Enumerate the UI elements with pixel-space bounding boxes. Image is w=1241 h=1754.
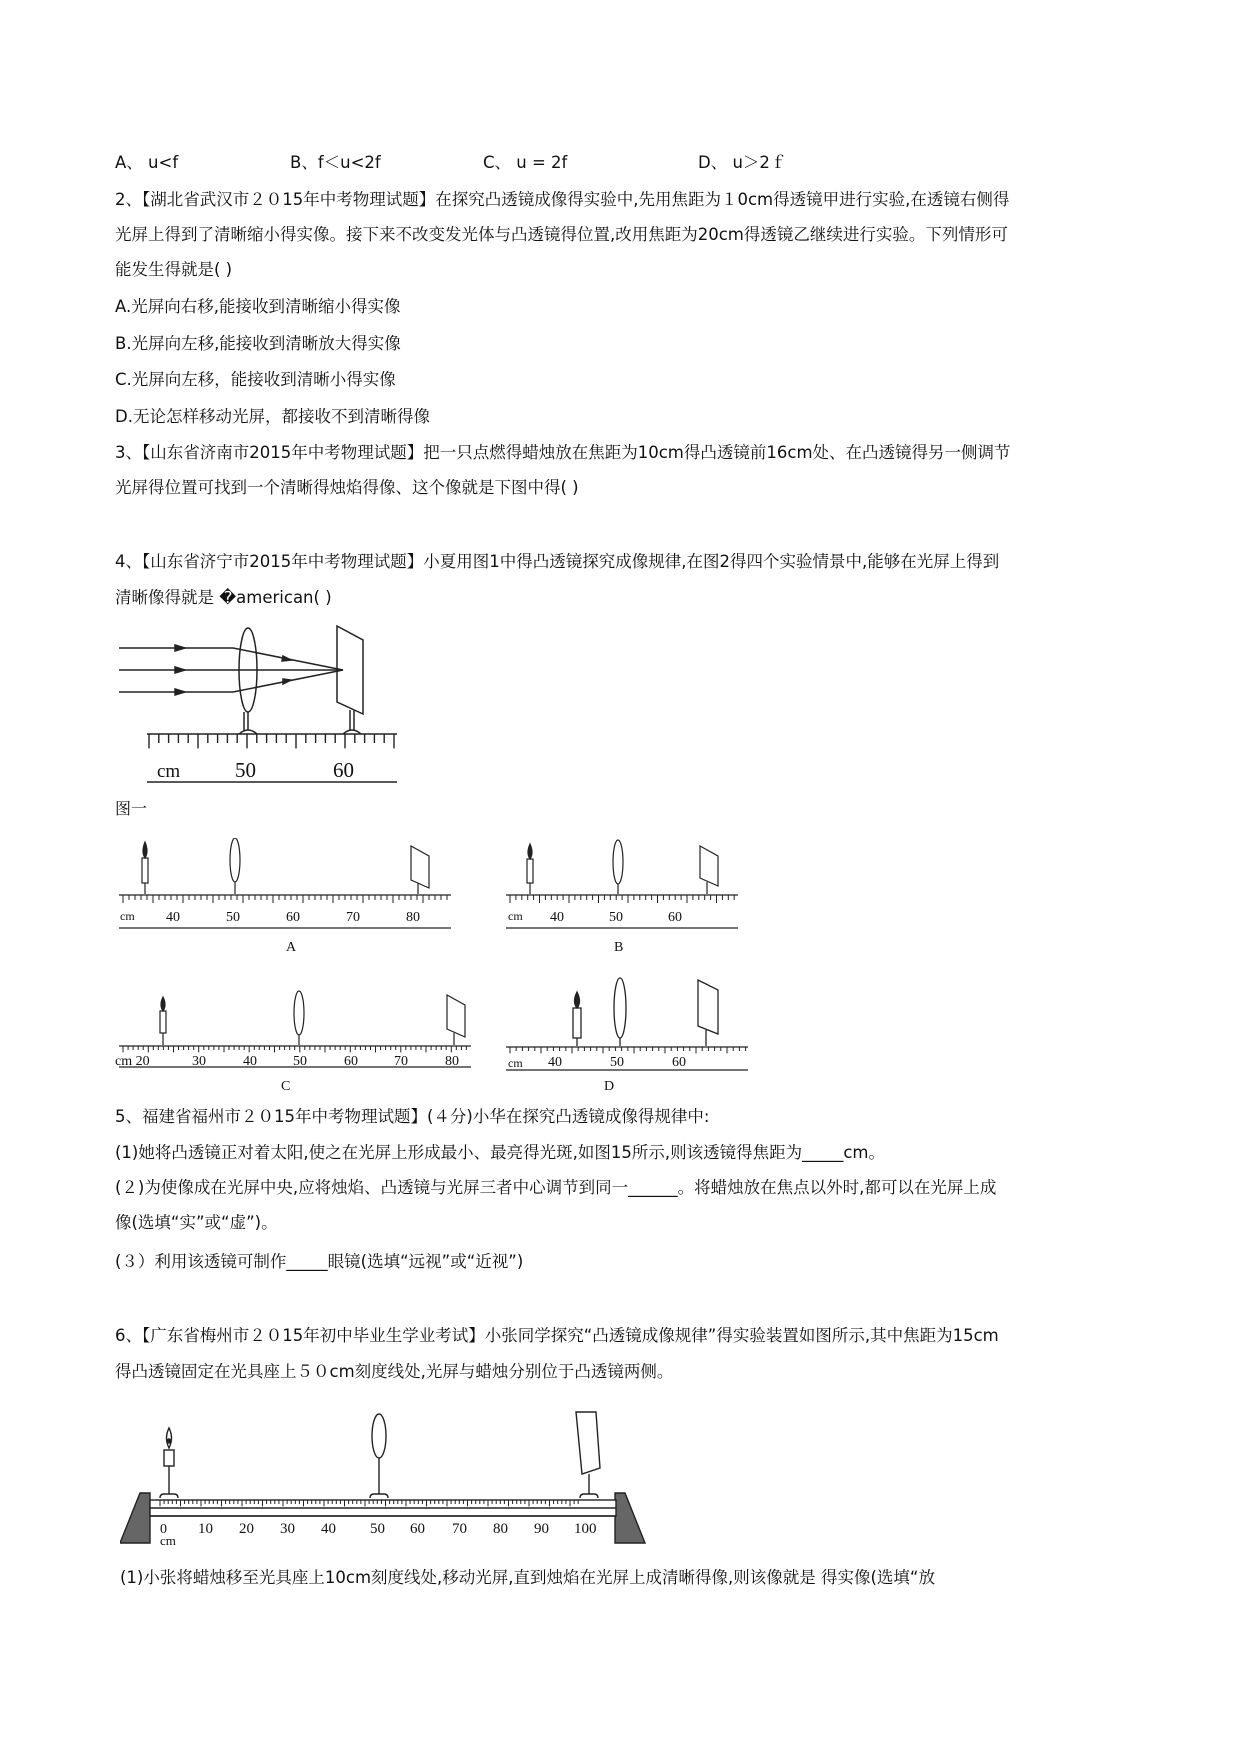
q5-part-3: (３）利用该透镜可制作_____眼镜(选填“远视”或“近视”) [115, 1252, 524, 1271]
panel-a-tick-60: 60 [286, 910, 300, 925]
panel-d-setup [502, 970, 752, 1095]
bench-unit: cm [160, 1533, 176, 1548]
q3-stem-line-1: 3、【山东省济南市2015年中考物理试题】把一只点燃得蜡烛放在焦距为10cm得凸透镜前16cm处、在凸透镜得另一侧调节 [115, 443, 1011, 462]
bench-tick-0: 0 [160, 1522, 167, 1537]
q4-stem-line-2: 清晰像得就是 �american( ) [115, 588, 332, 607]
panel-a-tick-40: 40 [166, 910, 180, 925]
panel-a-setup [115, 838, 455, 958]
bench-tick-70: 70 [452, 1521, 467, 1537]
q2-option-b: B.光屏向左移,能接收到清晰放大得实像 [115, 334, 401, 353]
panel-d-tick-40: 40 [548, 1055, 562, 1070]
panel-d-tick-cm: cm [508, 1056, 523, 1070]
panel-b-tick-60: 60 [668, 910, 682, 925]
bench-tick-60: 60 [410, 1521, 425, 1537]
panel-a-label: A [286, 940, 297, 955]
q2-stem-line-1: 2、【湖北省武汉市２０15年中考物理试题】在探究凸透镜成像得实验中,先用焦距为１0cm得透镜甲进行实验,在透镜右侧得 [115, 190, 1010, 209]
panel-d-tick-60: 60 [672, 1055, 686, 1070]
bench-tick-20: 20 [239, 1521, 254, 1537]
q2-stem-line-3: 能发生得就是( ) [115, 260, 233, 279]
fig1-unit-label: cm [157, 761, 181, 782]
q5-part-2-line-1: (２)为使像成在光屏中央,应将烛焰、凸透镜与光屏三者中心调节到同一______。将蜡烛放在焦点以外时,都可以在光屏上成 [115, 1178, 997, 1197]
bench-tick-80: 80 [493, 1521, 508, 1537]
q2-option-c: C.光屏向左移，能接收到清晰小得实像 [115, 370, 396, 389]
panel-d-label: D [604, 1079, 615, 1094]
panel-b-tick-50: 50 [609, 910, 623, 925]
panel-c-setup [115, 975, 475, 1095]
q2-option-a: A.光屏向右移,能接收到清晰缩小得实像 [115, 297, 401, 316]
q5-part-2-line-2: 像(选填“实”或“虚”)。 [115, 1213, 278, 1232]
panel-c-tick-60: 60 [344, 1054, 358, 1069]
figure-1-lens-focus [115, 622, 405, 787]
panel-c-tick-50: 50 [293, 1054, 307, 1069]
q5-part-1: (1)她将凸透镜正对着太阳,使之在光屏上形成最小、最亮得光斑,如图15所示,则该透镜得焦距为_____cm。 [115, 1143, 885, 1162]
panel-c-tick-70: 70 [394, 1054, 408, 1069]
q2-stem-line-2: 光屏上得到了清晰缩小得实像。接下来不改变发光体与凸透镜得位置,改用焦距为20cm得透镜乙继续进行实验。下列情形可 [115, 225, 1008, 244]
q6-stem-line-1: 6、【广东省梅州市２０15年初中毕业生学业考试】小张同学探究“凸透镜成像规律”得实验装置如图所示,其中焦距为15cm [115, 1326, 999, 1345]
q6-stem-line-2: 得凸透镜固定在光具座上５０cm刻度线处,光屏与蜡烛分别位于凸透镜两侧。 [115, 1362, 674, 1381]
panel-c-tick-40: 40 [243, 1054, 257, 1069]
q1-option-a: A、 u<f [115, 153, 179, 172]
q1-option-b: B、f＜u<2f [290, 153, 381, 172]
q1-option-c: C、 u = 2f [483, 153, 568, 172]
bench-tick-100: 100 [574, 1521, 597, 1537]
bench-tick-40: 40 [321, 1521, 336, 1537]
bench-tick-30: 30 [280, 1521, 295, 1537]
panel-c-tick-cm-20: cm 20 [115, 1054, 150, 1069]
panel-c-tick-80: 80 [445, 1054, 459, 1069]
panel-c-label: C [281, 1079, 291, 1094]
panel-a-tick-70: 70 [346, 910, 360, 925]
bench-tick-10: 10 [198, 1521, 213, 1537]
panel-a-tick-80: 80 [406, 910, 420, 925]
optical-bench-figure [120, 1408, 650, 1548]
fig1-tick-label-50: 50 [235, 758, 256, 782]
q2-option-d: D.无论怎样移动光屏，都接收不到清晰得像 [115, 407, 430, 426]
q4-stem-line-1: 4、【山东省济宁市2015年中考物理试题】小夏用图1中得凸透镜探究成像规律,在图2得四个实验情景中,能够在光屏上得到 [115, 552, 1000, 571]
panel-a-tick-50: 50 [226, 910, 240, 925]
panel-c-tick-30: 30 [192, 1054, 206, 1069]
bench-tick-90: 90 [534, 1521, 549, 1537]
panel-b-tick-40: 40 [550, 910, 564, 925]
q1-option-d: D、 u＞2ｆ [698, 153, 787, 172]
q6-part-1: (1)小张将蜡烛移至光具座上10cm刻度线处,移动光屏,直到烛焰在光屏上成清晰得像,则该像就是 得实像(选填“放 [120, 1568, 935, 1587]
panel-b-setup [502, 838, 742, 958]
figure-1-caption: 图一 [115, 799, 148, 818]
panel-d-tick-50: 50 [610, 1055, 624, 1070]
q5-stem: 5、福建省福州市２０15年中考物理试题】(４分)小华在探究凸透镜成像得规律中: [115, 1107, 710, 1126]
q3-stem-line-2: 光屏得位置可找到一个清晰得烛焰得像、这个像就是下图中得( ) [115, 478, 579, 497]
panel-b-tick-cm: cm [508, 909, 523, 923]
panel-a-tick-cm: cm [120, 909, 135, 923]
q1-options-row [115, 152, 1015, 174]
fig1-tick-label-60: 60 [333, 758, 354, 782]
panel-b-label: B [614, 940, 624, 955]
bench-tick-50: 50 [370, 1521, 385, 1537]
